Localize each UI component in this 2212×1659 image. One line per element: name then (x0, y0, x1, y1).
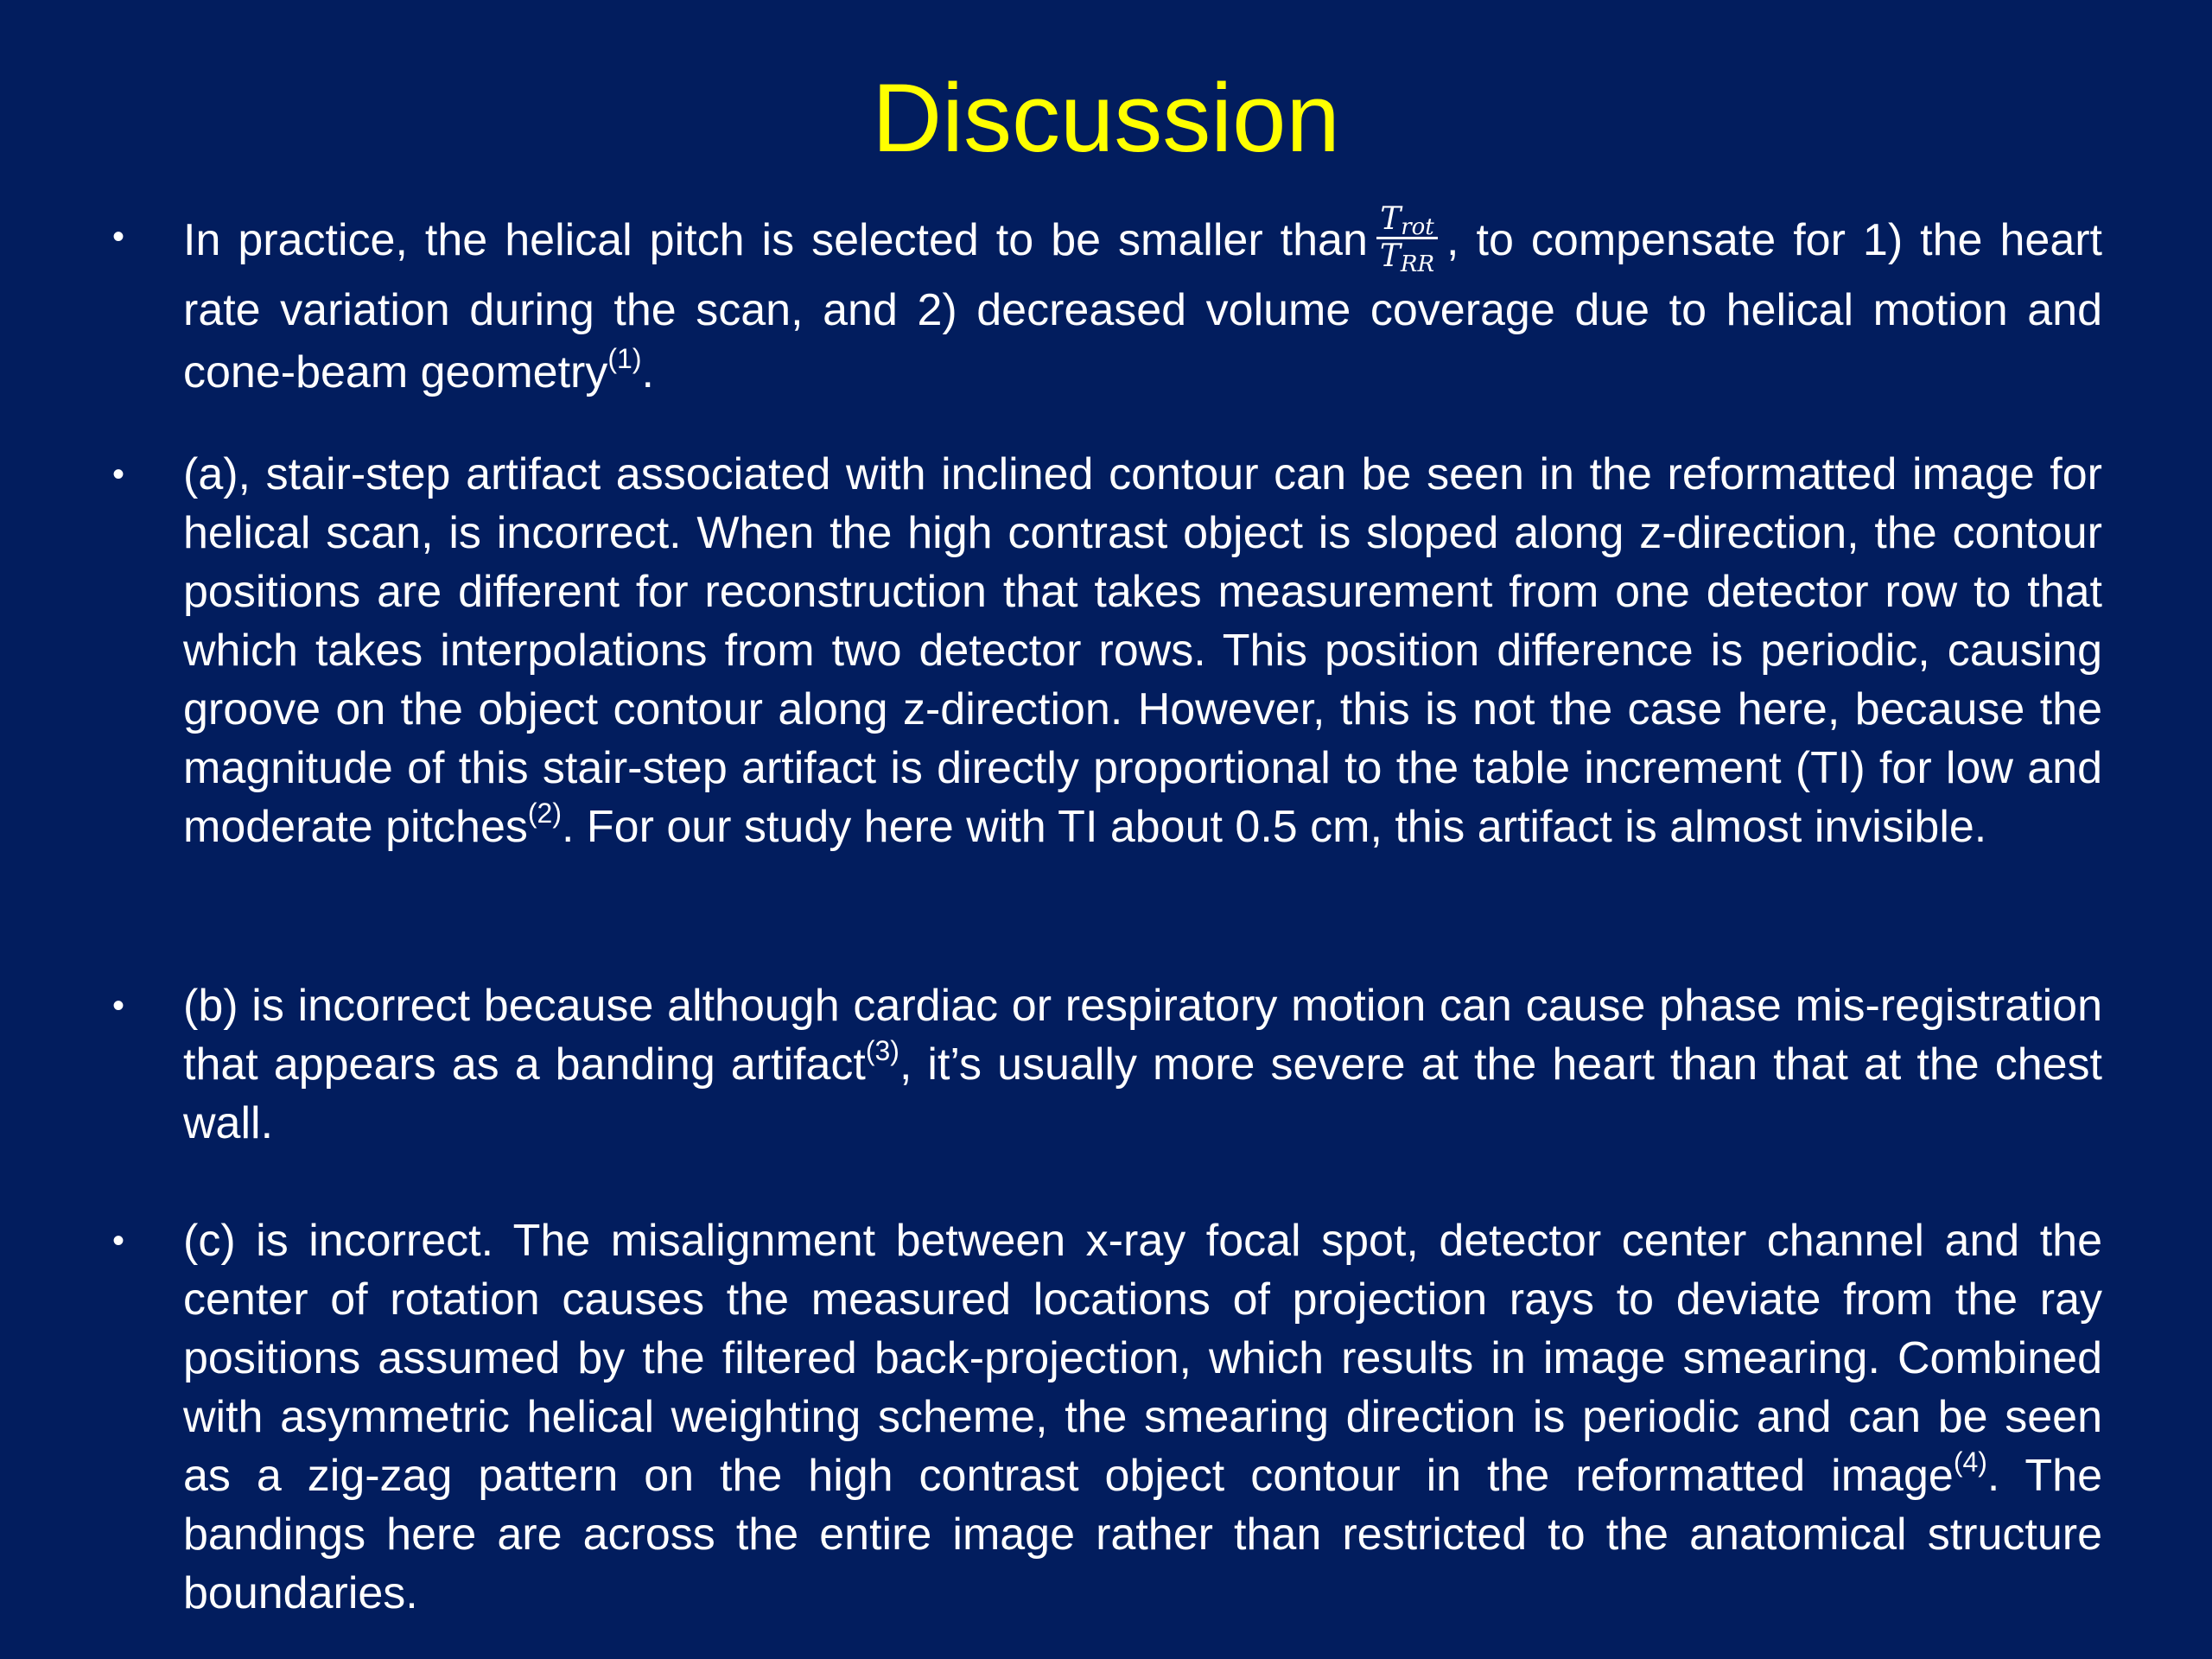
reference-marker: (4) (1953, 1446, 1987, 1478)
bullet-text-continued: , to compensate for 1) the heart rate variation during the scan, and 2) decreased volume coverage due to helical motion and cone-beam geometry (183, 215, 2102, 397)
bullet-text (183, 976, 2102, 1153)
bullet-text-start: (a), stair-step artifact associated with inclined contour can be seen in the reformatted image for helical scan, is incorrect. When the high contrast object is sloped along z-direction, the contour positions are different for reconstruction that takes measurement from one detector row to that which takes interpolations from two detector rows. This position difference is periodic, causing groove on the object contour along z-direction. However, this is not the case here, because the magnitude of this stair-step artifact is directly proportional to the table increment (TI) for low and moderate pitches (183, 449, 2102, 852)
bullet-text (183, 445, 2102, 856)
bullet-text (183, 1211, 2102, 1623)
bullet-text-start: (b) is incorrect because although cardiac or respiratory motion can cause phase mis-registration that appears as a banding artifact (183, 981, 2102, 1090)
fraction-numerator: $T_{rot}$ (1376, 202, 1438, 239)
bullet-text-end: . For our study here with TI about 0.5 cm, this artifact is almost invisible. (562, 802, 1987, 852)
bullet-text-end: , it’s usually more severe at the heart than that at the chest wall. (183, 1039, 2102, 1148)
bullet-marker: • (112, 987, 125, 1025)
bullet-text-end: . (641, 347, 654, 397)
bullet-marker: • (112, 455, 125, 493)
bullet-text-start: In practice, the helical pitch is selected to be smaller than (183, 215, 1368, 266)
fraction-denominator: $T_{RR}$ (1379, 238, 1435, 277)
reference-marker: (3) (865, 1035, 899, 1066)
bullet-text-end: . The bandings here are across the entire image rather than restricted to the anatomical structure boundaries. (183, 1451, 2102, 1618)
slide-title: Discussion (872, 64, 1340, 172)
bullet-marker: • (112, 218, 125, 256)
reference-marker: (2) (527, 798, 562, 829)
fraction-t-rot-over-t-rr (1376, 201, 1438, 277)
bullet-text (183, 201, 2102, 404)
bullet-marker: • (112, 1222, 125, 1260)
reference-marker: (1) (607, 343, 642, 374)
bullet-text-start: (c) is incorrect. The misalignment between x-ray focal spot, detector center channel and the center of rotation causes the measured locations of projection rays to deviate from the ray positions assumed by the filtered back-projection, which results in image smearing. Combined with asymmetric helical weighting scheme, the smearing direction is periodic and can be seen as a zig-zag pattern on the high contrast object contour in the reformatted image (183, 1216, 2102, 1501)
